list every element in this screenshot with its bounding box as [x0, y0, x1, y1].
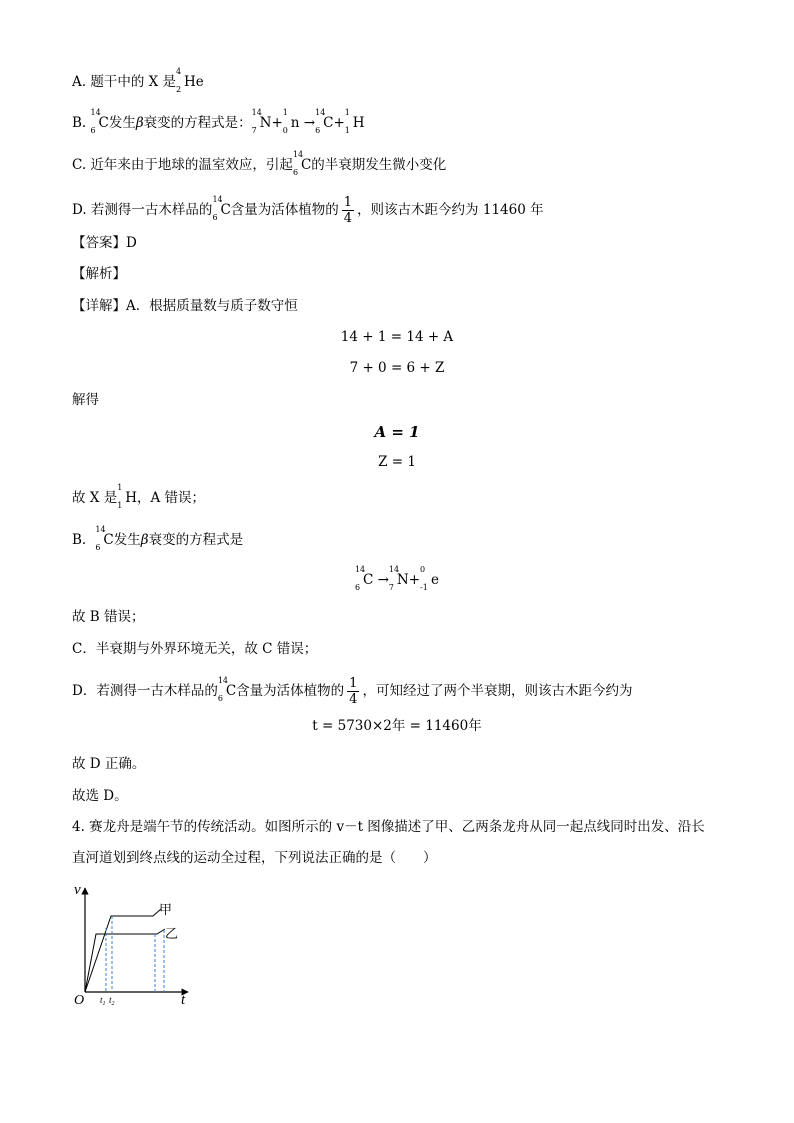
option-d: D. 若测得一古木样品的 14 6 C含量为活体植物的 $\frac{1}{4}$ ，则该古木距今约为 11460 年 — [72, 195, 544, 226]
t1-label: $t_1$ — [100, 995, 106, 1007]
series-a-label: 甲 — [159, 902, 173, 917]
analysis-label: 【解析】 — [72, 266, 126, 282]
series-b-line — [85, 929, 165, 992]
beta-equation: 14 6 C → 14 7 N+ 0 -1 e — [354, 565, 440, 592]
option-a: A. 题干中的 X 是 4 2 He — [72, 67, 204, 94]
series-b-label: 乙 — [165, 926, 179, 941]
conclusion-b: 故 B 错误； — [72, 609, 145, 625]
equation-mass: 14 + 1 = 14 + A — [340, 329, 454, 345]
question-4-line-2: 直河道划到终点线的运动全过程，下列说法正确的是（ ） — [72, 850, 437, 866]
section-d: D．若测得一古木样品的 14 6 C含量为活体植物的 $\frac{1}{4}$ ，可知经过了两个半衰期，则该古木距今约为 — [72, 676, 633, 707]
origin-label: O — [74, 993, 85, 1008]
helium-nuclide: 4 2 He — [176, 67, 204, 94]
result-a: A = 1 — [374, 423, 420, 441]
conclusion-a: 故 X 是 1 1 H，A 错误； — [72, 483, 206, 510]
answer-value: D — [126, 235, 137, 251]
equation-charge: 7 + 0 = 6 + Z — [349, 360, 445, 376]
v-axis-label: v — [74, 882, 81, 898]
t-axis-label: t — [181, 992, 186, 1008]
answer — [72, 233, 137, 253]
detail-intro: 【详解】A．根据质量数与质子数守恒 — [72, 298, 298, 314]
option-b: B. 14 6 C发生β衰变的方程式是： 14 7 N+ 1 0 n → 14 6 C+ 1 1 H — [72, 108, 365, 135]
final-answer: 故选 D。 — [72, 788, 128, 804]
age-equation: t = 5730×2年 = 11460年 — [312, 718, 482, 734]
answer-label: 【答案】 — [72, 235, 126, 251]
section-b: B． 14 6 C发生β衰变的方程式是 — [72, 525, 244, 552]
fraction-one-quarter: $\frac{1}{4}$ — [343, 195, 353, 226]
question-4-line-1: 4. 赛龙舟是端午节的传统活动。如图所示的 v－t 图像描述了甲、乙两条龙舟从同一起点线同时出发、沿长 — [72, 819, 705, 835]
section-c: C．半衰期与外界环境无关，故 C 错误； — [72, 641, 318, 657]
series-a-line — [85, 909, 161, 992]
solve-label: 解得 — [72, 392, 99, 408]
result-z: Z = 1 — [378, 454, 416, 470]
conclusion-d: 故 D 正确。 — [72, 756, 146, 772]
vt-graph — [70, 878, 200, 1008]
option-c: C. 近年来由于地球的温室效应，引起 14 6 C的半衰期发生微小变化 — [72, 150, 447, 177]
t2-label: $t_2$ — [109, 995, 115, 1007]
